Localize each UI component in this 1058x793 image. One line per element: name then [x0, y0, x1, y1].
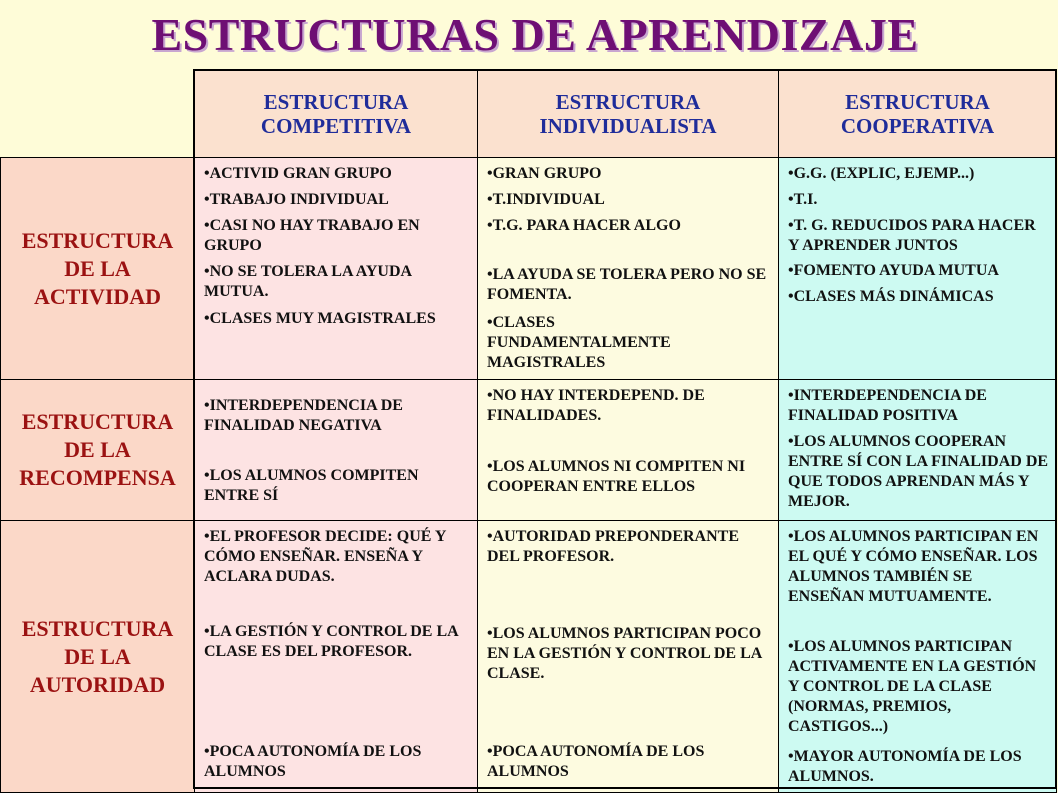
list-item: •T.I.: [788, 191, 818, 208]
list-item: •LOS ALUMNOS PARTICIPAN EN EL QUÉ Y CÓMO ENSEÑAR. LOS ALUMNOS TAMBIÉN SE ENSEÑAN MUTUAMENTE.: [788, 528, 1039, 605]
list-item: •CLASES MUY MAGISTRALES: [204, 310, 436, 327]
list-item: •NO HAY INTERDEPEND. DE FINALIDADES.: [487, 387, 705, 424]
list-item: •LOS ALUMNOS PARTICIPAN ACTIVAMENTE EN LA GESTIÓN Y CONTROL DE LA CLASE (NORMAS, PREMIOS, CASTIGOS...): [788, 638, 1037, 735]
list-item: •LOS ALUMNOS PARTICIPAN POCO EN LA GESTIÓN Y CONTROL DE LA CLASE.: [487, 625, 762, 682]
cell-autoridad-cooperativa: [778, 520, 1057, 793]
cell-actividad-cooperativa: [778, 157, 1057, 380]
column-header-individualista: [477, 70, 779, 158]
page-title: ESTRUCTURAS DE APRENDIZAJE: [151, 9, 919, 60]
list-item: •INTERDEPENDENCIA DE FINALIDAD POSITIVA: [788, 387, 987, 424]
list-item: •MAYOR AUTONOMÍA DE LOS ALUMNOS.: [788, 748, 1022, 785]
column-header-line: ESTRUCTURA: [263, 90, 409, 114]
row-header-line: DE LA: [64, 643, 131, 669]
cell-actividad-competitiva: [194, 157, 478, 380]
cell-recompensa-cooperativa: [778, 379, 1057, 521]
list-item: •LOS ALUMNOS COMPITEN ENTRE SÍ: [204, 467, 419, 504]
list-item: •POCA AUTONOMÍA DE LOS ALUMNOS: [487, 743, 705, 780]
column-header-line: COMPETITIVA: [260, 114, 412, 138]
column-header-cooperativa: [778, 70, 1057, 158]
list-item: •FOMENTO AYUDA MUTUA: [788, 262, 999, 279]
cell-actividad-individualista: [477, 157, 779, 380]
list-item: •GRAN GRUPO: [487, 165, 602, 182]
column-header-line: COOPERATIVA: [840, 114, 995, 138]
cell-autoridad-individualista: [477, 520, 779, 793]
column-header-competitiva: [194, 70, 478, 158]
row-header-line: DE LA: [64, 437, 131, 462]
list-item: •T.G. PARA HACER ALGO: [487, 217, 681, 234]
list-item: •TRABAJO INDIVIDUAL: [204, 191, 389, 208]
list-item: •T.INDIVIDUAL: [487, 191, 605, 208]
row-header-line: ESTRUCTURA: [21, 409, 174, 434]
list-item: •G.G. (EXPLIC, EJEMP...): [788, 165, 975, 182]
row-header-line: DE LA: [64, 255, 131, 281]
row-header-line: AUTORIDAD: [29, 671, 166, 697]
list-item: •LA AYUDA SE TOLERA PERO NO SE FOMENTA.: [487, 266, 767, 303]
list-item: •ACTIVID GRAN GRUPO: [204, 165, 392, 182]
list-item: •CLASES FUNDAMENTALMENTE MAGISTRALES: [487, 314, 671, 371]
cell-autoridad-competitiva: [194, 520, 478, 793]
list-item: •T. G. REDUCIDOS PARA HACER Y APRENDER JUNTOS: [788, 217, 1036, 254]
row-header-line: ACTIVIDAD: [33, 283, 162, 309]
row-header-line: ESTRUCTURA: [21, 227, 174, 253]
row-header-line: RECOMPENSA: [19, 465, 176, 490]
list-item: •CASI NO HAY TRABAJO EN GRUPO: [204, 217, 420, 254]
list-item: •INTERDEPENDENCIA DE FINALIDAD NEGATIVA: [204, 397, 403, 434]
list-item: •CLASES MÁS DINÁMICAS: [788, 288, 994, 305]
cell-recompensa-competitiva: [194, 379, 478, 521]
column-header-line: ESTRUCTURA: [555, 90, 701, 114]
cell-recompensa-individualista: [477, 379, 779, 521]
list-item: •NO SE TOLERA LA AYUDA MUTUA.: [204, 263, 412, 300]
list-item: •LOS ALUMNOS COOPERAN ENTRE SÍ CON LA FINALIDAD DE QUE TODOS APRENDAN MÁS Y MEJOR.: [788, 433, 1049, 510]
column-header-line: INDIVIDUALISTA: [539, 114, 717, 138]
list-item: •AUTORIDAD PREPONDERANTE DEL PROFESOR.: [487, 528, 739, 565]
list-item: •LA GESTIÓN Y CONTROL DE LA CLASE ES DEL PROFESOR.: [204, 623, 458, 660]
list-item: •EL PROFESOR DECIDE: QUÉ Y CÓMO ENSEÑAR. ENSEÑA Y ACLARA DUDAS.: [204, 528, 446, 585]
row-header-autoridad: [0, 520, 195, 793]
row-header-recompensa: [0, 379, 195, 521]
list-item: •POCA AUTONOMÍA DE LOS ALUMNOS: [204, 743, 422, 780]
column-header-line: ESTRUCTURA: [845, 90, 990, 114]
list-item: •LOS ALUMNOS NI COMPITEN NI COOPERAN ENTRE ELLOS: [487, 458, 746, 495]
row-header-line: ESTRUCTURA: [21, 615, 174, 641]
row-header-actividad: [0, 157, 195, 380]
